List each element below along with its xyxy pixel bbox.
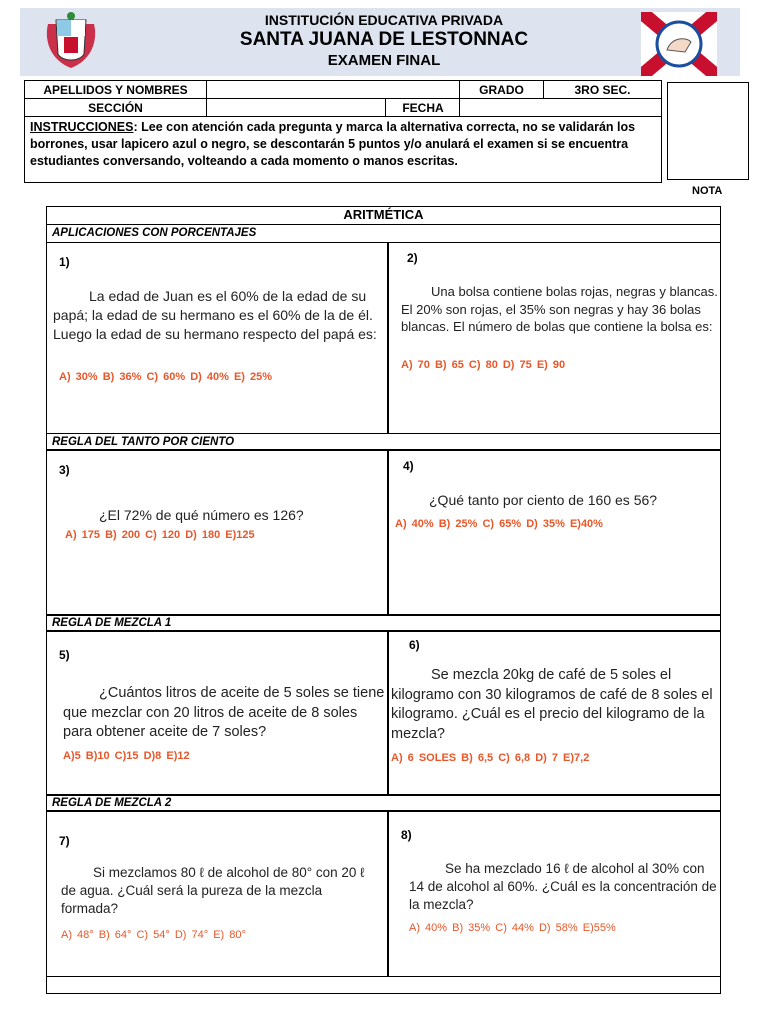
question-1 bbox=[46, 242, 388, 434]
section-field[interactable] bbox=[207, 99, 460, 117]
section-title: REGLA DEL TANTO POR CIENTO bbox=[46, 433, 721, 450]
question-text: Se ha mezclado 16 ℓ de alcohol al 30% con 14 de alcohol al 60%. ¿Cuál es la concentración de la mezcla? bbox=[409, 861, 717, 913]
answer-options: A) 70 B) 65 C) 80 D) 75 E) 90 bbox=[401, 359, 566, 371]
question-number: 2) bbox=[407, 251, 418, 265]
answer-options: A) 40% B) 35% C) 44% D) 58% E)55% bbox=[409, 922, 616, 934]
name-field[interactable] bbox=[207, 81, 460, 99]
school-type: INSTITUCIÓN EDUCATIVA PRIVADA bbox=[264, 12, 504, 28]
question-number: 7) bbox=[59, 834, 70, 848]
question-7 bbox=[46, 811, 388, 977]
question-number: 3) bbox=[59, 463, 70, 477]
date-field[interactable] bbox=[460, 99, 662, 117]
question-number: 5) bbox=[59, 648, 70, 662]
question-text: Una bolsa contiene bolas rojas, negras y blancas. El 20% son rojas, el 35% son negras y hay 36 bolas blancas. El número de bolas que contiene la bolsa es: bbox=[401, 284, 718, 335]
question-2 bbox=[388, 242, 721, 434]
question-number: 1) bbox=[59, 255, 70, 269]
instructions-label: INSTRUCCIONES bbox=[30, 120, 134, 134]
question-number: 8) bbox=[401, 828, 412, 842]
section-title: REGLA DE MEZCLA 1 bbox=[46, 614, 721, 631]
question-text: ¿Qué tanto por ciento de 160 es 56? bbox=[429, 492, 658, 508]
question-5 bbox=[46, 631, 388, 796]
question-number: 6) bbox=[409, 638, 420, 652]
answer-options: A) 40% B) 25% C) 65% D) 35% E)40% bbox=[395, 518, 603, 530]
grade-box[interactable] bbox=[667, 82, 749, 180]
answer-options: A)5 B)10 C)15 D)8 E)12 bbox=[63, 750, 190, 762]
grade-value: 3RO SEC. bbox=[544, 81, 662, 99]
subject-title: ARITMÉTICA bbox=[46, 207, 721, 225]
answer-options: A) 30% B) 36% C) 60% D) 40% E) 25% bbox=[59, 371, 273, 383]
date-label: FECHA bbox=[385, 99, 460, 116]
question-number: 4) bbox=[403, 459, 414, 473]
student-info-table bbox=[24, 80, 662, 183]
exam-title: EXAMEN FINAL bbox=[327, 52, 441, 69]
question-text: Si mezclamos 80 ℓ de alcohol de 80° con 20 ℓ de agua. ¿Cuál será la pureza de la mezcla formada? bbox=[61, 865, 365, 917]
answer-options: A) 175 B) 200 C) 120 D) 180 E)125 bbox=[65, 529, 255, 541]
instructions-box bbox=[25, 117, 662, 183]
question-3 bbox=[46, 450, 388, 616]
question-text: ¿Cuántos litros de aceite de 5 soles se tiene que mezclar con 20 litros de aceite de 8 soles para obtener aceite de 7 soles? bbox=[63, 685, 385, 741]
answer-options: A) 6 SOLES B) 6,5 C) 6,8 D) 7 E)7,2 bbox=[391, 752, 590, 764]
instructions-text: : Lee con atención cada pregunta y marca la alternativa correcta, no se validarán los borrones, usar lapicero azul o negro, se descontarán 5 puntos y/o anulará el examen si se encuentra estudiantes conversando, volteando a cada momento o manos escritas. bbox=[30, 120, 636, 168]
school-name: SANTA JUANA DE LESTONNAC bbox=[239, 29, 529, 50]
question-6 bbox=[388, 631, 721, 796]
question-text: Se mezcla 20kg de café de 5 soles el kilogramo con 30 kilogramos de café de 8 soles el kilogramo. ¿Cuál es el precio del kilogramo de la mezcla? bbox=[391, 667, 713, 742]
question-4 bbox=[388, 450, 721, 616]
name-label: APELLIDOS Y NOMBRES bbox=[25, 81, 207, 99]
question-text: La edad de Juan es el 60% de la edad de su papá; la edad de su hermano es el 60% de la de él. Luego la edad de su hermano respecto del papá es: bbox=[53, 288, 377, 342]
nota-label: NOTA bbox=[692, 185, 723, 197]
section-title: REGLA DE MEZCLA 2 bbox=[46, 794, 721, 811]
question-8 bbox=[388, 811, 721, 977]
grade-label: GRADO bbox=[460, 81, 544, 99]
section-title: APLICACIONES CON PORCENTAJES bbox=[46, 225, 721, 243]
section-label: SECCIÓN bbox=[25, 99, 207, 117]
answer-options: A) 48° B) 64° C) 54° D) 74° E) 80° bbox=[61, 929, 246, 941]
question-text: ¿El 72% de qué número es 126? bbox=[99, 507, 304, 523]
